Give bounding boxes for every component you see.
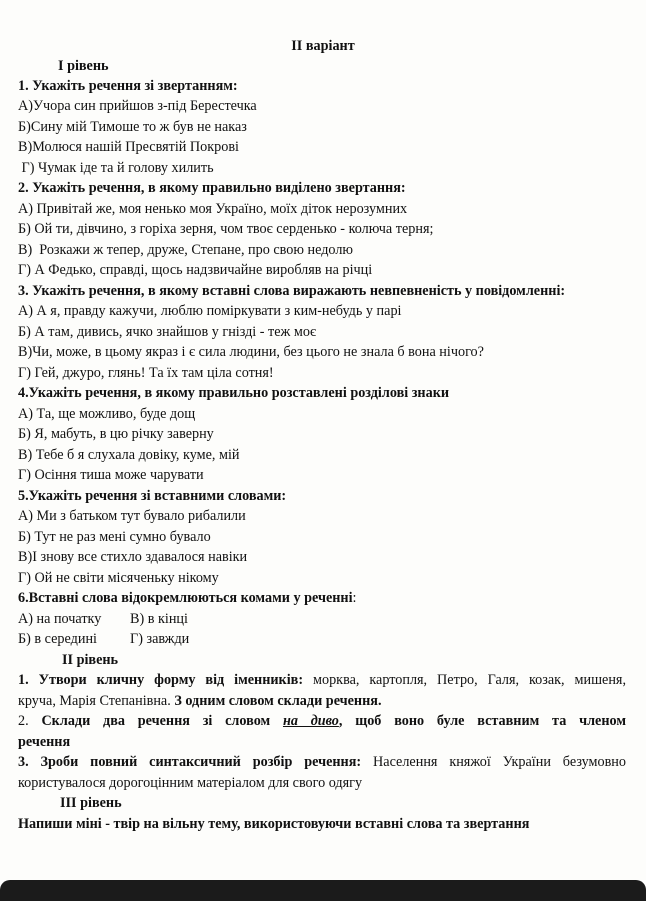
task-2-num: 2. — [18, 713, 42, 729]
q1-option-b: Б)Сину мій Тимоше то ж був не наказ — [18, 119, 247, 135]
question-4: 4.Укажіть речення, в якому правильно розставлені розділові знаки — [18, 385, 450, 401]
q1-option-d: Г) Чумак іде та й голову хилить — [18, 160, 214, 176]
question-6-colon: : — [352, 590, 357, 606]
q1-option-a: А)Учора син прийшов з-під Берестечка — [18, 98, 257, 114]
task-3-lead: 3. Зроби повний синтаксичний розбір речення: — [18, 754, 362, 770]
task-3-line-1 — [18, 753, 626, 771]
question-5: 5.Укажіть речення зі вставними словами: — [18, 488, 287, 504]
q3-option-c: В)Чи, може, в цьому якраз і є сила людини, без цього не знала б вона нічого? — [18, 344, 484, 360]
task-3-line-2: користувалося дорогоцінним матеріалом для свого одягу — [18, 775, 363, 791]
q4-option-b: Б) Я, мабуть, в цю річку заверну — [18, 426, 214, 442]
variant-title: II варіант — [291, 38, 355, 54]
q6-option-a: А) на початку — [18, 611, 102, 627]
task-4: Напиши міні - твір на вільну тему, використовуючи вставні слова та звертання — [18, 816, 530, 832]
task-1-lead: 1. Утвори кличну форму від іменників: — [18, 672, 304, 688]
question-1: 1. Укажіть речення зі звертанням: — [18, 78, 238, 94]
q2-option-d: Г) А Федько, справді, щось надзвичайне виробляв на річці — [18, 262, 373, 278]
q1-option-c: В)Молюся нашій Пресвятій Покрові — [18, 139, 239, 155]
q5-option-b: Б) Тут не раз мені сумно бувало — [18, 529, 211, 545]
task-1-line-1 — [18, 671, 626, 689]
question-3: 3. Укажіть речення, в якому вставні слова виражають невпевненість у повідомленні: — [18, 283, 566, 299]
task-1-task: З одним словом склади речення. — [174, 693, 382, 709]
task-2-line-2: речення — [18, 734, 71, 750]
q5-option-c: В)І знову все стихло здавалося навіки — [18, 549, 248, 565]
task-1-line-2 — [18, 692, 382, 710]
task-1-words-a: морква, картопля, Петро, Галя, козак, мишеня, — [303, 672, 626, 688]
q5-option-d: Г) Ой не світи місяченьку нікому — [18, 570, 219, 586]
task-1-words-b: круча, Марія Степанівна. — [18, 693, 175, 709]
level-1-heading: І рівень — [58, 58, 109, 74]
question-6 — [18, 589, 356, 607]
q4-option-a: А) Та, ще можливо, буде дощ — [18, 406, 196, 422]
q6-option-b: Б) в середині — [18, 631, 97, 647]
q2-option-a: А) Привітай же, моя ненько моя Україно, моїх діток нерозумних — [18, 201, 408, 217]
q5-option-a: А) Ми з батьком тут бувало рибалили — [18, 508, 246, 524]
q6-option-d: Г) завжди — [130, 631, 190, 647]
task-2-line-1 — [18, 712, 626, 730]
q3-option-d: Г) Гей, джуро, глянь! Та їх там ціла сотня! — [18, 365, 274, 381]
q2-option-c: В) Розкажи ж тепер, друже, Степане, про свою недолю — [18, 242, 354, 258]
q4-option-c: В) Тебе б я слухала довіку, куме, мій — [18, 447, 240, 463]
q3-option-b: Б) А там, дивись, ячко знайшов у гнізді - теж моє — [18, 324, 317, 340]
level-3-heading: ІІІ рівень — [60, 795, 122, 811]
bottom-bar — [0, 880, 646, 901]
q2-option-b: Б) Ой ти, дівчино, з горіха зерня, чом твоє серденько - колюча терня; — [18, 221, 434, 237]
question-2: 2. Укажіть речення, в якому правильно виділено звертання: — [18, 180, 406, 196]
task-3-text-a: Населення княжої України безумовно — [361, 754, 626, 770]
task-2-part-1: Склади два речення зі словом — [41, 713, 283, 729]
task-2-word: на диво — [282, 713, 339, 729]
q6-options-row-2 — [18, 630, 189, 648]
question-6-text: 6.Вставні слова відокремлюються комами у реченні — [18, 590, 353, 606]
task-2-part-2: , щоб воно буле вставним та членом — [338, 713, 627, 729]
level-2-heading: ІІ рівень — [62, 652, 119, 668]
q3-option-a: А) А я, правду кажучи, люблю поміркувати з ким-небудь у парі — [18, 303, 402, 319]
q6-options-row-1 — [18, 610, 188, 628]
q6-option-c: В) в кінці — [130, 611, 188, 627]
q4-option-d: Г) Осіння тиша може чарувати — [18, 467, 204, 483]
